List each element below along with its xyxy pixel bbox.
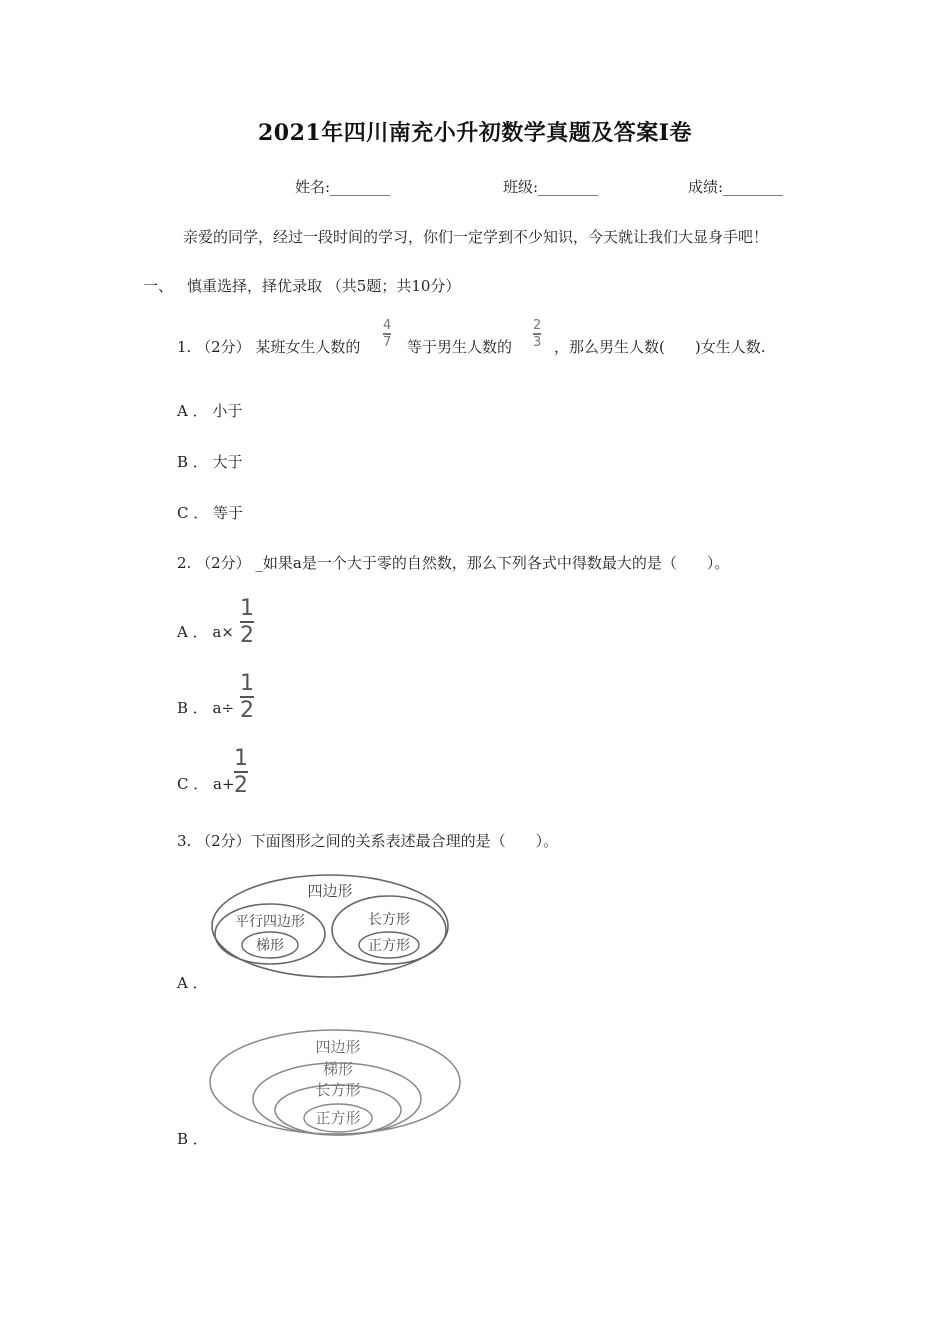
left-ellipse [215, 904, 325, 964]
q2-option-a-label: A ． a× [177, 623, 234, 641]
q1-frac1-denominator: 7 [383, 334, 392, 350]
label-parallelogram: 平行四边形 [235, 914, 305, 930]
q1-frac1-numerator: 4 [383, 318, 392, 333]
name-field: 姓名:________ [295, 178, 391, 196]
q3-text: 3. （2分）下面图形之间的关系表述最合理的是（ ）。 [177, 832, 559, 850]
class-field: 班级:________ [503, 178, 599, 196]
intro-text: 亲爱的同学，经过一段时间的学习，你们一定学到不少知识，今天就让我们大显身手吧！ [183, 228, 769, 246]
q2-c-denominator: 2 [234, 773, 248, 798]
label-trapezoid: 梯形 [256, 938, 284, 954]
q1-suffix: ，那么男生人数( )女生人数. [554, 338, 766, 356]
q2-text: 2. （2分） _如果a是一个大于零的自然数，那么下列各式中得数最大的是（ ）。 [177, 554, 730, 572]
q1-option-b: B ． 大于 [177, 453, 243, 471]
q3-option-b-label: B ． [177, 1130, 208, 1148]
q2-b-denominator: 2 [240, 698, 254, 723]
q1-frac2-denominator: 3 [533, 334, 542, 350]
label-rectangle: 长方形 [315, 1081, 361, 1099]
q1-frac2-numerator: 2 [533, 318, 542, 333]
label-square: 正方形 [315, 1109, 361, 1127]
q2-a-denominator: 2 [240, 623, 254, 648]
q1-middle: 等于男生人数的 [407, 338, 513, 356]
label-quadrilateral: 四边形 [307, 882, 353, 900]
q2-option-a-fraction [240, 596, 254, 648]
q1-fraction-2 [533, 318, 541, 350]
label-quadrilateral: 四边形 [315, 1038, 361, 1056]
page-title: 2021年四川南充小升初数学真题及答案Ⅰ卷 [257, 120, 693, 146]
q2-option-c-fraction [234, 746, 248, 798]
label-rectangle: 长方形 [368, 912, 410, 928]
label-square: 正方形 [368, 938, 410, 954]
venn-diagram-a [205, 870, 455, 985]
q2-option-b-fraction [240, 671, 254, 723]
q2-option-b-label: B ． a÷ [177, 699, 235, 717]
q2-a-numerator: 1 [240, 596, 254, 621]
nested-diagram-b [205, 1025, 465, 1140]
score-field: 成绩:________ [688, 178, 784, 196]
q1-fraction-1 [383, 318, 391, 350]
q2-option-c-label: C ． a+ [177, 775, 235, 793]
section-number: 一、 [143, 277, 174, 295]
q3-option-a-label: A ． [177, 974, 208, 992]
q2-b-numerator: 1 [240, 671, 254, 696]
q2-c-numerator: 1 [234, 746, 248, 771]
q1-prefix: 1. （2分） 某班女生人数的 [177, 338, 361, 356]
label-trapezoid: 梯形 [322, 1060, 354, 1078]
q1-option-a: A ． 小于 [177, 402, 243, 420]
q1-option-c: C ． 等于 [177, 504, 244, 522]
section-heading: 慎重选择，择优录取 （共5题；共10分） [187, 277, 461, 295]
